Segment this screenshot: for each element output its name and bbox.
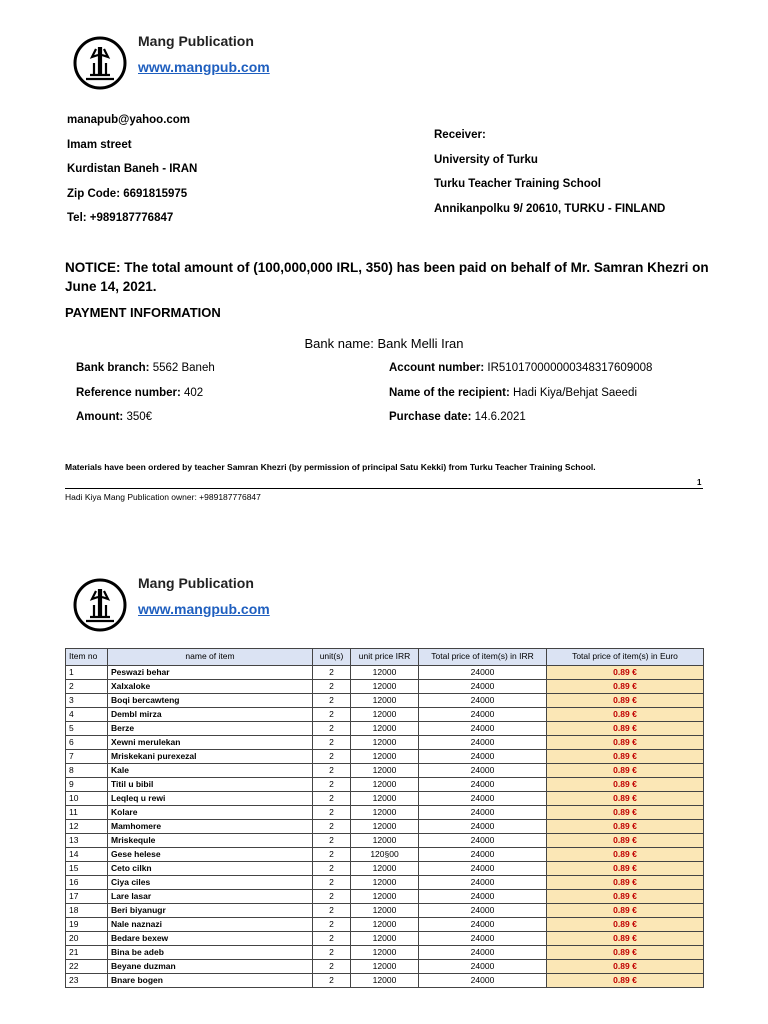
sender-street: Imam street bbox=[67, 138, 132, 151]
payment-notice: NOTICE: The total amount of (100,000,000 IRL, 350) has been paid on behalf of Mr. Samran Khezri on June 14, 2021. bbox=[65, 260, 709, 294]
table-row bbox=[66, 665, 704, 679]
item-unit-price: 12000 bbox=[351, 875, 419, 889]
item-total-euro: 0.89 € bbox=[547, 679, 704, 693]
item-name: Boqi bercawteng bbox=[108, 693, 313, 707]
item-units: 2 bbox=[313, 763, 351, 777]
item-name: Mriskekani purexezal bbox=[108, 749, 313, 763]
item-total-euro: 0.89 € bbox=[547, 861, 704, 875]
item-total-euro: 0.89 € bbox=[547, 833, 704, 847]
item-unit-price: 120§00 bbox=[351, 847, 419, 861]
item-number: 19 bbox=[66, 917, 108, 931]
column-header: unit(s) bbox=[313, 649, 351, 666]
item-total-euro: 0.89 € bbox=[547, 777, 704, 791]
item-total-irr: 24000 bbox=[419, 665, 547, 679]
item-total-euro: 0.89 € bbox=[547, 875, 704, 889]
item-total-euro: 0.89 € bbox=[547, 973, 704, 987]
item-total-euro: 0.89 € bbox=[547, 749, 704, 763]
item-name: Beri biyanugr bbox=[108, 903, 313, 917]
item-total-euro: 0.89 € bbox=[547, 805, 704, 819]
item-units: 2 bbox=[313, 777, 351, 791]
item-name: Xalxaloke bbox=[108, 679, 313, 693]
item-name: Bedare bexew bbox=[108, 931, 313, 945]
item-number: 23 bbox=[66, 973, 108, 987]
table-row bbox=[66, 721, 704, 735]
sender-city: Kurdistan Baneh - IRAN bbox=[67, 163, 198, 175]
item-total-euro: 0.89 € bbox=[547, 735, 704, 749]
publisher-name: Mang Publication bbox=[138, 575, 254, 591]
publisher-logo bbox=[72, 577, 128, 633]
table-header-row bbox=[66, 649, 704, 666]
table-row bbox=[66, 833, 704, 847]
item-name: Ceto cilkn bbox=[108, 861, 313, 875]
item-number: 4 bbox=[66, 707, 108, 721]
item-name: Kale bbox=[108, 763, 313, 777]
item-unit-price: 12000 bbox=[351, 931, 419, 945]
item-total-irr: 24000 bbox=[419, 903, 547, 917]
item-name: Leqleq u rewi bbox=[108, 791, 313, 805]
table-row bbox=[66, 945, 704, 959]
sender-address bbox=[67, 108, 197, 231]
item-unit-price: 12000 bbox=[351, 833, 419, 847]
materials-note: Materials have been ordered by teacher Samran Khezri (by permission of principal Satu Kekki) from Turku Teacher Training School. bbox=[65, 462, 596, 472]
item-total-irr: 24000 bbox=[419, 973, 547, 987]
item-total-irr: 24000 bbox=[419, 931, 547, 945]
item-total-irr: 24000 bbox=[419, 749, 547, 763]
item-unit-price: 12000 bbox=[351, 945, 419, 959]
item-total-euro: 0.89 € bbox=[547, 721, 704, 735]
item-units: 2 bbox=[313, 693, 351, 707]
publisher-logo bbox=[72, 35, 128, 91]
item-total-irr: 24000 bbox=[419, 833, 547, 847]
column-header: name of item bbox=[108, 649, 313, 666]
item-unit-price: 12000 bbox=[351, 735, 419, 749]
items-table bbox=[65, 648, 704, 988]
table-row bbox=[66, 707, 704, 721]
item-name: Beyane duzman bbox=[108, 959, 313, 973]
item-units: 2 bbox=[313, 735, 351, 749]
bank-name: Bank name: Bank Melli Iran bbox=[304, 336, 464, 351]
receiver-org: University of Turku bbox=[434, 153, 538, 166]
item-total-irr: 24000 bbox=[419, 805, 547, 819]
column-header: unit price IRR bbox=[351, 649, 419, 666]
item-total-irr: 24000 bbox=[419, 707, 547, 721]
item-total-euro: 0.89 € bbox=[547, 917, 704, 931]
item-total-euro: 0.89 € bbox=[547, 707, 704, 721]
item-total-irr: 24000 bbox=[419, 861, 547, 875]
item-total-euro: 0.89 € bbox=[547, 693, 704, 707]
table-row bbox=[66, 679, 704, 693]
purchase-date: Purchase date: 14.6.2021 bbox=[389, 411, 526, 423]
item-unit-price: 12000 bbox=[351, 791, 419, 805]
publisher-website-link[interactable]: www.mangpub.com bbox=[138, 601, 270, 617]
item-units: 2 bbox=[313, 861, 351, 875]
item-unit-price: 12000 bbox=[351, 959, 419, 973]
table-row bbox=[66, 973, 704, 987]
receiver-school: Turku Teacher Training School bbox=[434, 178, 601, 190]
item-total-euro: 0.89 € bbox=[547, 931, 704, 945]
table-row bbox=[66, 763, 704, 777]
item-units: 2 bbox=[313, 791, 351, 805]
item-number: 17 bbox=[66, 889, 108, 903]
footer-owner: Hadi Kiya Mang Publication owner: +989187776847 bbox=[65, 492, 261, 502]
item-number: 1 bbox=[66, 665, 108, 679]
sender-email[interactable]: manapub@yahoo.com bbox=[67, 114, 191, 126]
payment-heading: PAYMENT INFORMATION bbox=[65, 305, 221, 320]
item-name: Kolare bbox=[108, 805, 313, 819]
table-row bbox=[66, 805, 704, 819]
page-number: 1 bbox=[697, 478, 702, 487]
table-row bbox=[66, 903, 704, 917]
receiver-street: Annikanpolku 9/ 20610, TURKU - FINLAND bbox=[434, 202, 666, 215]
item-number: 20 bbox=[66, 931, 108, 945]
table-row bbox=[66, 889, 704, 903]
item-unit-price: 12000 bbox=[351, 903, 419, 917]
item-units: 2 bbox=[313, 931, 351, 945]
item-total-irr: 24000 bbox=[419, 917, 547, 931]
item-number: 13 bbox=[66, 833, 108, 847]
item-total-irr: 24000 bbox=[419, 791, 547, 805]
item-total-irr: 24000 bbox=[419, 735, 547, 749]
item-number: 7 bbox=[66, 749, 108, 763]
bank-branch: Bank branch: 5562 Baneh bbox=[76, 362, 215, 374]
footer-divider bbox=[65, 488, 703, 489]
item-units: 2 bbox=[313, 749, 351, 763]
item-name: Ciya ciles bbox=[108, 875, 313, 889]
item-name: Lare lasar bbox=[108, 889, 313, 903]
table-row bbox=[66, 693, 704, 707]
item-units: 2 bbox=[313, 889, 351, 903]
account-number: Account number: IR510170000000348317609008 bbox=[389, 362, 653, 374]
table-row bbox=[66, 847, 704, 861]
item-unit-price: 12000 bbox=[351, 707, 419, 721]
table-row bbox=[66, 875, 704, 889]
item-total-euro: 0.89 € bbox=[547, 903, 704, 917]
item-units: 2 bbox=[313, 945, 351, 959]
item-total-irr: 24000 bbox=[419, 679, 547, 693]
receiver-address bbox=[434, 123, 665, 221]
item-total-irr: 24000 bbox=[419, 721, 547, 735]
item-units: 2 bbox=[313, 847, 351, 861]
receiver-label: Receiver: bbox=[434, 129, 486, 141]
item-units: 2 bbox=[313, 721, 351, 735]
item-number: 11 bbox=[66, 805, 108, 819]
item-number: 8 bbox=[66, 763, 108, 777]
table-row bbox=[66, 931, 704, 945]
item-total-euro: 0.89 € bbox=[547, 665, 704, 679]
item-unit-price: 12000 bbox=[351, 917, 419, 931]
item-number: 22 bbox=[66, 959, 108, 973]
item-unit-price: 12000 bbox=[351, 889, 419, 903]
item-units: 2 bbox=[313, 679, 351, 693]
item-units: 2 bbox=[313, 833, 351, 847]
table-row bbox=[66, 735, 704, 749]
item-unit-price: 12000 bbox=[351, 861, 419, 875]
item-total-euro: 0.89 € bbox=[547, 791, 704, 805]
item-number: 5 bbox=[66, 721, 108, 735]
item-unit-price: 12000 bbox=[351, 973, 419, 987]
item-number: 10 bbox=[66, 791, 108, 805]
table-row bbox=[66, 917, 704, 931]
item-number: 21 bbox=[66, 945, 108, 959]
item-total-irr: 24000 bbox=[419, 777, 547, 791]
item-total-irr: 24000 bbox=[419, 693, 547, 707]
item-name: Peswazi behar bbox=[108, 665, 313, 679]
item-total-irr: 24000 bbox=[419, 875, 547, 889]
table-row bbox=[66, 749, 704, 763]
table-row bbox=[66, 791, 704, 805]
item-number: 3 bbox=[66, 693, 108, 707]
item-number: 15 bbox=[66, 861, 108, 875]
item-units: 2 bbox=[313, 917, 351, 931]
items-table-body bbox=[66, 665, 704, 987]
item-total-euro: 0.89 € bbox=[547, 763, 704, 777]
item-number: 16 bbox=[66, 875, 108, 889]
item-name: Mriskequle bbox=[108, 833, 313, 847]
item-unit-price: 12000 bbox=[351, 749, 419, 763]
item-units: 2 bbox=[313, 875, 351, 889]
sender-zip: Zip Code: 6691815975 bbox=[67, 187, 188, 200]
item-number: 14 bbox=[66, 847, 108, 861]
item-total-euro: 0.89 € bbox=[547, 959, 704, 973]
item-units: 2 bbox=[313, 819, 351, 833]
item-number: 9 bbox=[66, 777, 108, 791]
publisher-website-link[interactable]: www.mangpub.com bbox=[138, 59, 270, 75]
item-unit-price: 12000 bbox=[351, 679, 419, 693]
item-unit-price: 12000 bbox=[351, 777, 419, 791]
item-total-euro: 0.89 € bbox=[547, 889, 704, 903]
item-total-irr: 24000 bbox=[419, 819, 547, 833]
item-unit-price: 12000 bbox=[351, 665, 419, 679]
item-units: 2 bbox=[313, 665, 351, 679]
item-total-euro: 0.89 € bbox=[547, 945, 704, 959]
item-unit-price: 12000 bbox=[351, 721, 419, 735]
payment-amount: Amount: 350€ bbox=[76, 411, 153, 423]
item-number: 12 bbox=[66, 819, 108, 833]
table-row bbox=[66, 819, 704, 833]
item-name: Berze bbox=[108, 721, 313, 735]
item-total-irr: 24000 bbox=[419, 889, 547, 903]
column-header: Total price of item(s) in IRR bbox=[419, 649, 547, 666]
item-units: 2 bbox=[313, 805, 351, 819]
item-total-irr: 24000 bbox=[419, 763, 547, 777]
item-name: Xewni merulekan bbox=[108, 735, 313, 749]
payment-details-right bbox=[389, 356, 652, 430]
item-name: Bina be adeb bbox=[108, 945, 313, 959]
item-number: 6 bbox=[66, 735, 108, 749]
column-header: Item no bbox=[66, 649, 108, 666]
reference-number: Reference number: 402 bbox=[76, 386, 204, 399]
item-number: 2 bbox=[66, 679, 108, 693]
item-unit-price: 12000 bbox=[351, 763, 419, 777]
column-header: Total price of item(s) in Euro bbox=[547, 649, 704, 666]
item-number: 18 bbox=[66, 903, 108, 917]
item-units: 2 bbox=[313, 959, 351, 973]
item-name: Dembl mirza bbox=[108, 707, 313, 721]
item-units: 2 bbox=[313, 903, 351, 917]
table-row bbox=[66, 959, 704, 973]
publisher-name: Mang Publication bbox=[138, 33, 254, 49]
item-units: 2 bbox=[313, 707, 351, 721]
item-unit-price: 12000 bbox=[351, 693, 419, 707]
item-total-euro: 0.89 € bbox=[547, 819, 704, 833]
item-name: Mamhomere bbox=[108, 819, 313, 833]
item-unit-price: 12000 bbox=[351, 805, 419, 819]
payment-details-left bbox=[76, 356, 215, 430]
table-row bbox=[66, 861, 704, 875]
sender-tel: Tel: +989187776847 bbox=[67, 212, 174, 224]
item-name: Nale naznazi bbox=[108, 917, 313, 931]
item-total-euro: 0.89 € bbox=[547, 847, 704, 861]
table-row bbox=[66, 777, 704, 791]
recipient-name: Name of the recipient: Hadi Kiya/Behjat Saeedi bbox=[389, 386, 638, 399]
item-total-irr: 24000 bbox=[419, 959, 547, 973]
item-unit-price: 12000 bbox=[351, 819, 419, 833]
item-units: 2 bbox=[313, 973, 351, 987]
item-name: Bnare bogen bbox=[108, 973, 313, 987]
item-name: Gese helese bbox=[108, 847, 313, 861]
item-total-irr: 24000 bbox=[419, 847, 547, 861]
item-total-irr: 24000 bbox=[419, 945, 547, 959]
item-name: Titil u bibil bbox=[108, 777, 313, 791]
